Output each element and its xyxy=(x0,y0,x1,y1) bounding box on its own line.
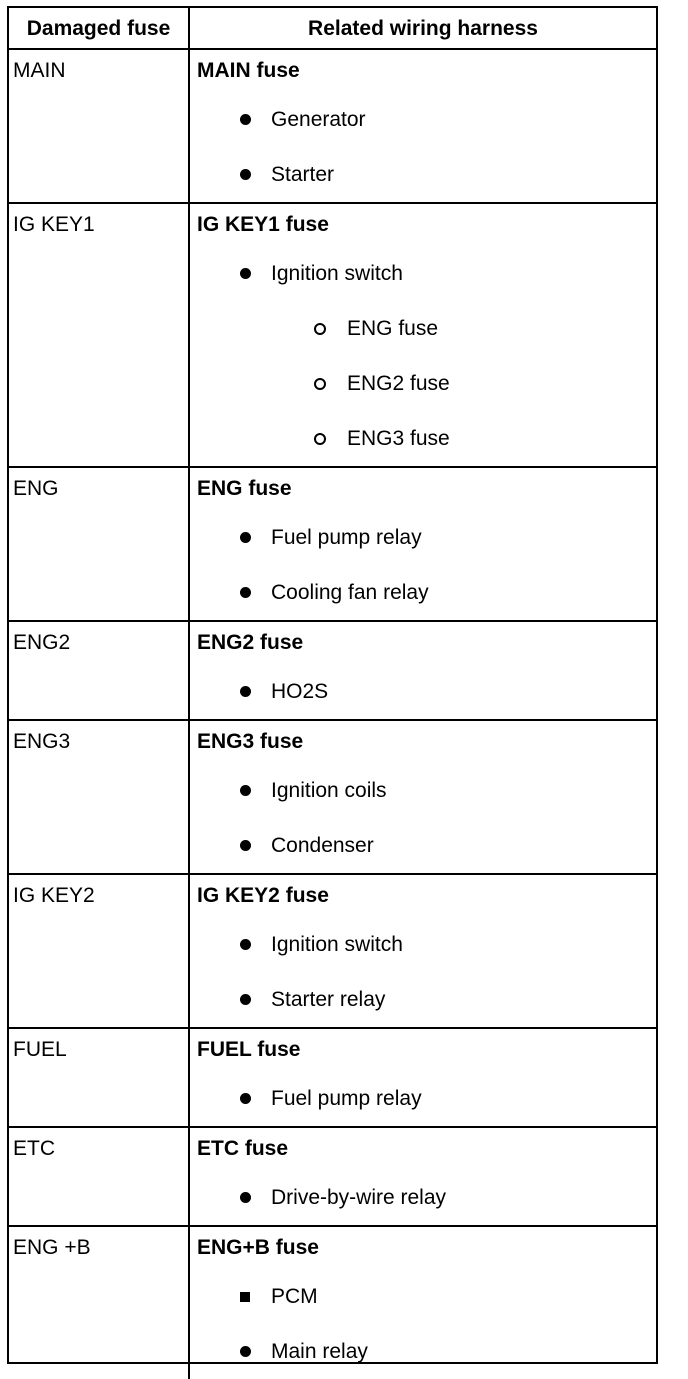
fuse-cell xyxy=(9,622,190,719)
harness-item-label: ENG2 fuse xyxy=(347,371,450,395)
damaged-fuse-name: ENG +B xyxy=(13,1236,91,1259)
harness-item-label: PCM xyxy=(271,1284,318,1308)
hollow-bullet-icon xyxy=(314,433,326,445)
damaged-fuse-name: IG KEY1 xyxy=(13,213,95,236)
table-header xyxy=(9,8,656,50)
bullet-icon xyxy=(240,268,251,279)
harness-item-label: ENG3 fuse xyxy=(347,426,450,450)
bullet-icon xyxy=(240,785,251,796)
hollow-bullet-icon xyxy=(314,378,326,390)
harness-cell xyxy=(190,622,656,719)
bullet-icon xyxy=(240,939,251,950)
damaged-fuse-name: ENG3 xyxy=(13,730,71,753)
harness-item-label: Fuel pump relay xyxy=(271,1086,422,1110)
fuse-cell xyxy=(9,1128,190,1225)
damaged-fuse-name: MAIN xyxy=(13,59,66,82)
harness-item xyxy=(190,510,656,565)
bullet-icon xyxy=(240,587,251,598)
table-row xyxy=(9,468,656,622)
harness-item xyxy=(190,356,656,411)
harness-item xyxy=(190,1071,656,1126)
hollow-bullet-icon xyxy=(314,323,326,335)
fuse-cell xyxy=(9,204,190,466)
fuse-cell xyxy=(9,1227,190,1379)
harness-item-label: Condenser xyxy=(271,833,374,857)
table-row xyxy=(9,204,656,468)
harness-fuse-title: MAIN fuse xyxy=(197,59,300,82)
harness-cell xyxy=(190,1227,656,1379)
table-row xyxy=(9,50,656,204)
harness-fuse-title: ENG+B fuse xyxy=(197,1236,319,1259)
harness-item xyxy=(190,301,656,356)
harness-cell xyxy=(190,204,656,466)
damaged-fuse-name: ENG xyxy=(13,477,59,500)
bullet-icon xyxy=(240,1346,251,1357)
harness-item xyxy=(190,1324,656,1379)
bullet-icon xyxy=(240,169,251,180)
harness-item xyxy=(190,1170,656,1225)
harness-fuse-title: ENG3 fuse xyxy=(197,730,304,753)
table-row xyxy=(9,721,656,875)
fuse-cell xyxy=(9,1029,190,1126)
bullet-icon xyxy=(240,840,251,851)
bullet-icon xyxy=(240,114,251,125)
header-related-harness: Related wiring harness xyxy=(308,17,538,40)
harness-cell xyxy=(190,468,656,620)
table-row xyxy=(9,1227,656,1379)
harness-fuse-title: IG KEY2 fuse xyxy=(197,884,329,907)
harness-fuse-title: FUEL fuse xyxy=(197,1038,301,1061)
harness-item-label: Cooling fan relay xyxy=(271,580,429,604)
harness-item-label: HO2S xyxy=(271,679,329,703)
harness-item-label: Drive-by-wire relay xyxy=(271,1185,447,1209)
header-damaged-fuse: Damaged fuse xyxy=(9,8,190,48)
harness-item xyxy=(190,565,656,620)
harness-item xyxy=(190,818,656,873)
bullet-icon xyxy=(240,686,251,697)
harness-item-label: Ignition switch xyxy=(271,932,403,956)
harness-item xyxy=(190,1269,656,1324)
harness-item xyxy=(190,664,656,719)
square-bullet-icon xyxy=(240,1292,250,1302)
damaged-fuse-name: ETC xyxy=(13,1137,55,1160)
harness-cell xyxy=(190,1128,656,1225)
harness-item-label: Ignition coils xyxy=(271,778,387,802)
harness-cell xyxy=(190,1029,656,1126)
harness-fuse-title: IG KEY1 fuse xyxy=(197,213,329,236)
damaged-fuse-name: FUEL xyxy=(13,1038,67,1061)
fuse-cell xyxy=(9,875,190,1027)
harness-item-label: Starter xyxy=(271,162,335,186)
harness-item xyxy=(190,917,656,972)
harness-fuse-title: ETC fuse xyxy=(197,1137,289,1160)
damaged-fuse-name: IG KEY2 xyxy=(13,884,95,907)
table-row xyxy=(9,622,656,721)
table-row xyxy=(9,875,656,1029)
harness-item xyxy=(190,763,656,818)
harness-item-label: Main relay xyxy=(271,1339,368,1363)
harness-item xyxy=(190,147,656,202)
fuse-cell xyxy=(9,721,190,873)
harness-item-label: Ignition switch xyxy=(271,261,403,285)
harness-item xyxy=(190,246,656,301)
table-row xyxy=(9,1128,656,1227)
table-body xyxy=(9,50,656,1379)
harness-cell xyxy=(190,721,656,873)
bullet-icon xyxy=(240,1093,251,1104)
harness-item-label: Generator xyxy=(271,107,366,131)
damaged-fuse-name: ENG2 xyxy=(13,631,71,654)
harness-item-label: Fuel pump relay xyxy=(271,525,422,549)
harness-item xyxy=(190,92,656,147)
harness-item-label: ENG fuse xyxy=(347,316,439,340)
fuse-cell xyxy=(9,468,190,620)
harness-fuse-title: ENG2 fuse xyxy=(197,631,304,654)
harness-cell xyxy=(190,875,656,1027)
bullet-icon xyxy=(240,994,251,1005)
fuse-cell xyxy=(9,50,190,202)
table-row xyxy=(9,1029,656,1128)
harness-fuse-title: ENG fuse xyxy=(197,477,292,500)
harness-item xyxy=(190,972,656,1027)
harness-item-label: Starter relay xyxy=(271,987,386,1011)
bullet-icon xyxy=(240,1192,251,1203)
harness-item xyxy=(190,411,656,466)
fuse-harness-table xyxy=(7,6,658,1364)
harness-cell xyxy=(190,50,656,202)
bullet-icon xyxy=(240,532,251,543)
